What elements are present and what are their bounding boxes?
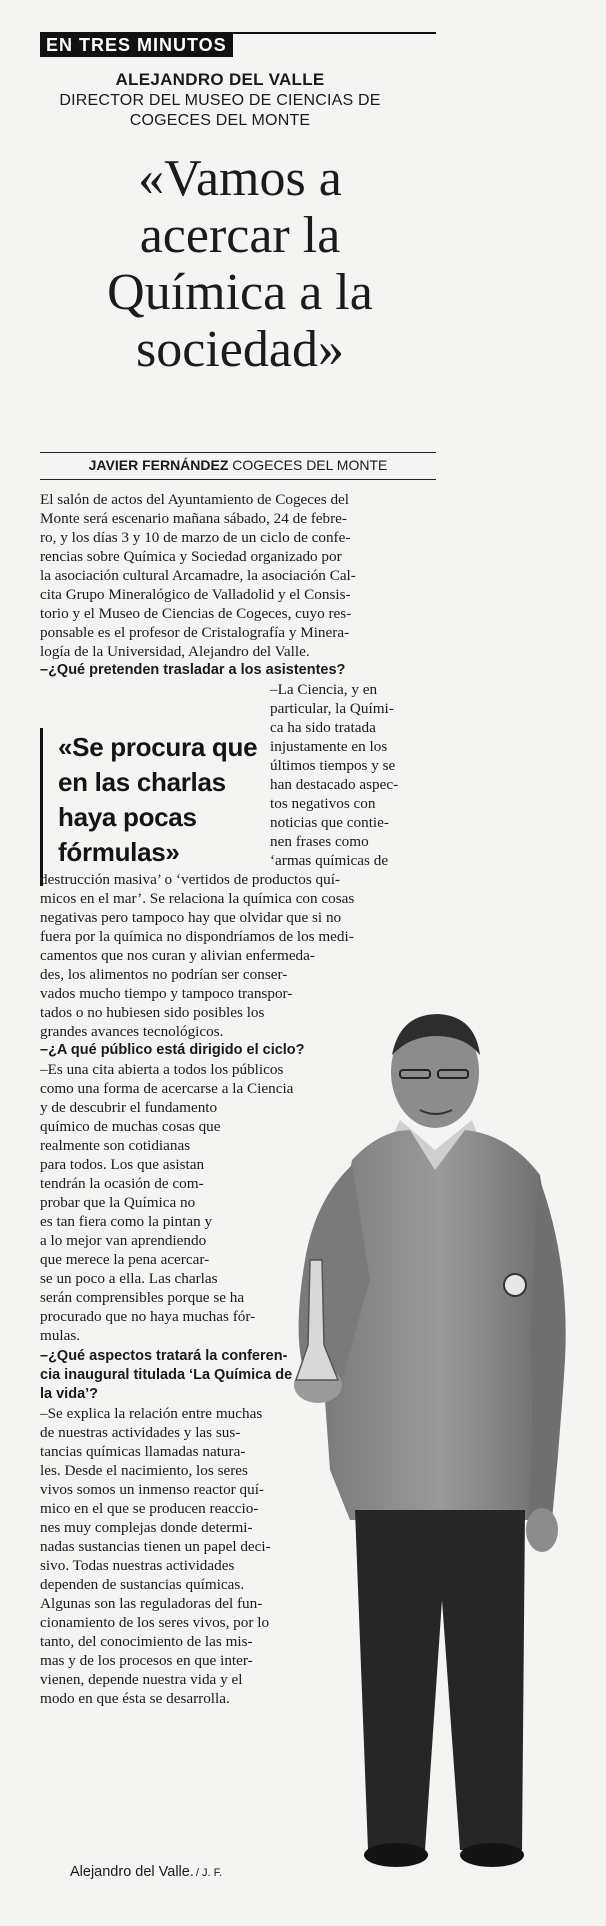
text-line: ponsable es el profesor de Cristalografía y Minera- (40, 624, 350, 641)
text-line: probar que la Química no (40, 1194, 196, 1211)
section-tag: EN TRES MINUTOS (40, 34, 233, 57)
pull-quote-line: en las charlas (58, 767, 226, 797)
byline-author: JAVIER FERNÁNDEZ (88, 457, 229, 473)
text-line: Algunas son las reguladoras del fun- (40, 1595, 263, 1612)
pull-quote-rule (40, 728, 43, 886)
question-3 (40, 1347, 292, 1404)
text-line: Monte será escenario mañana sábado, 24 de febre- (40, 510, 347, 527)
photo-caption (70, 1864, 222, 1880)
byline-location: COGECES DEL MONTE (232, 457, 388, 473)
answer-1-side-column (270, 680, 398, 870)
text-line: ro, y los días 3 y 10 de marzo de un ciclo de confe- (40, 529, 351, 546)
text-line: –Se explica la relación entre muchas (40, 1405, 263, 1422)
text-line: cita Grupo Mineralógico de Valladolid y el Consis- (40, 586, 351, 603)
text-line: les. Desde el nacimiento, los seres (40, 1462, 248, 1479)
question-1: –¿Qué pretenden trasladar a los asistentes? (40, 662, 346, 678)
interviewee-photo (260, 1000, 590, 1880)
text-line: mas y de los procesos en que inter- (40, 1652, 253, 1669)
text-line: vados mucho tiempo y tampoco transpor- (40, 985, 293, 1002)
question-2: –¿A qué público está dirigido el ciclo? (40, 1042, 305, 1058)
caption-credit: / J. F. (195, 1867, 223, 1879)
text-line: injustamente en los (270, 738, 388, 755)
text-line: torio y el Museo de Ciencias de Cogeces, cuyo res- (40, 605, 352, 622)
headline-line: Química a la (107, 264, 373, 321)
text-line: fuera por la química no dispondríamos de los medi- (40, 928, 354, 945)
text-line: nadas sustancias tienen un papel deci- (40, 1538, 271, 1555)
text-line: negativas pero tampoco hay que olvidar que si no (40, 909, 342, 926)
text-line: ca ha sido tratada (270, 719, 376, 736)
text-line: grandes avances tecnológicos. (40, 1023, 224, 1040)
text-line: dependen de sustancias químicas. (40, 1576, 245, 1593)
text-line: para todos. Los que asistan (40, 1156, 205, 1173)
text-line: tanto, del conocimiento de las mis- (40, 1633, 253, 1650)
text-line: tos negativos con (270, 795, 376, 812)
text-line: la vida’? (40, 1386, 99, 1402)
headline-line: «Vamos a (138, 150, 342, 207)
text-line: particular, la Quími- (270, 700, 394, 717)
text-line: rencias sobre Química y Sociedad organizado por (40, 548, 342, 565)
text-line: la asociación cultural Arcamadre, la asociación Cal- (40, 567, 356, 584)
text-line: últimos tiempos y se (270, 757, 396, 774)
headline-line: sociedad» (136, 321, 344, 378)
byline-bottom-rule (40, 479, 436, 480)
text-line: sivo. Todas nuestras actividades (40, 1557, 235, 1574)
byline-top-rule (40, 452, 436, 453)
answer-2 (40, 1060, 293, 1345)
headline-line: acercar la (139, 207, 341, 264)
interviewee-name: ALEJANDRO DEL VALLE (115, 70, 325, 89)
interviewee-role-line-2: COGECES DEL MONTE (129, 112, 311, 129)
interviewee-role-line-1: DIRECTOR DEL MUSEO DE CIENCIAS DE (59, 92, 381, 109)
text-line: noticias que contie- (270, 814, 389, 831)
text-line: camentos que nos curan y alivian enfermeda- (40, 947, 315, 964)
text-line: serán comprensibles porque se ha (40, 1289, 245, 1306)
answer-3 (40, 1404, 271, 1708)
text-line: han destacado aspec- (270, 776, 399, 793)
text-line: tancias químicas llamadas natura- (40, 1443, 246, 1460)
text-line: y de descubrir el fundamento (40, 1099, 218, 1116)
text-line: destrucción masiva’ o ‘vertidos de productos quí- (40, 871, 341, 888)
text-line: a lo mejor van aprendiendo (40, 1232, 207, 1249)
byline (40, 457, 436, 473)
text-line: nes muy complejas donde determi- (40, 1519, 253, 1536)
text-line: –¿Qué aspectos tratará la conferen- (40, 1348, 288, 1364)
text-line: ‘armas químicas de (270, 852, 389, 869)
text-line: tados o no hubiesen sido posibles los (40, 1004, 265, 1021)
text-line: procurado que no haya muchas fór- (40, 1308, 256, 1325)
text-line: modo en que ésta se desarrolla. (40, 1690, 230, 1707)
text-line: realmente son cotidianas (40, 1137, 191, 1154)
text-line: se un poco a ella. Las charlas (40, 1270, 218, 1287)
text-line: logía de la Universidad, Alejandro del Valle. (40, 643, 310, 660)
pull-quote (58, 730, 257, 870)
caption-text: Alejandro del Valle. (70, 1864, 194, 1880)
text-line: mico en el que se producen reaccio- (40, 1500, 259, 1517)
text-line: de nuestras actividades y las sus- (40, 1424, 241, 1441)
text-line: El salón de actos del Ayuntamiento de Cogeces del (40, 491, 350, 508)
headline (40, 150, 440, 378)
pull-quote-line: haya pocas (58, 802, 197, 832)
text-line: tendrán la ocasión de com- (40, 1175, 204, 1192)
text-line: como una forma de acercarse a la Ciencia (40, 1080, 294, 1097)
pull-quote-line: fórmulas» (58, 837, 180, 867)
text-line: des, los alimentos no podrían ser conser- (40, 966, 288, 983)
text-line: micos en el mar’. Se relaciona la química con cosas (40, 890, 355, 907)
intro-paragraph (40, 490, 356, 661)
text-line: vienen, depende nuestra vida y el (40, 1671, 243, 1688)
text-line: –La Ciencia, y en (270, 681, 378, 698)
pull-quote-line: «Se procura que (58, 732, 258, 762)
text-line: es tan fiera como la pintan y (40, 1213, 213, 1230)
text-line: cionamiento de los seres vivos, por lo (40, 1614, 270, 1631)
text-line: cia inaugural titulada ‘La Química de (40, 1367, 293, 1383)
text-line: vivos somos un inmenso reactor quí- (40, 1481, 264, 1498)
text-line: nen frases como (270, 833, 369, 850)
text-line: que merece la pena acercar- (40, 1251, 210, 1268)
text-line: químico de muchas cosas que (40, 1118, 221, 1135)
text-line: mulas. (40, 1327, 81, 1344)
text-line: –Es una cita abierta a todos los públicos (40, 1061, 284, 1078)
